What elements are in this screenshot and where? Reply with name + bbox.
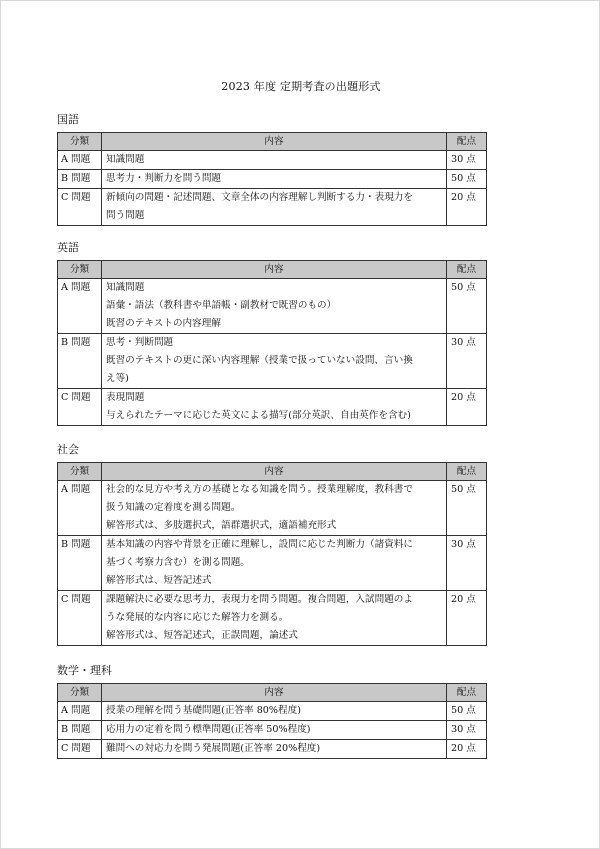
score-table <box>57 462 487 646</box>
table-row <box>58 279 487 334</box>
section-title: 数学・理科 <box>57 664 112 677</box>
table-row <box>58 536 487 591</box>
row-category: A 問題 <box>58 481 102 536</box>
header-points: 配点 <box>447 133 487 151</box>
row-content <box>102 702 447 721</box>
content-line: うな発展的な内容に応じた解答力を測る。 <box>106 612 289 623</box>
row-points: 30 点 <box>447 151 487 170</box>
content-line: 思考力・判断力を問う問題 <box>106 173 222 184</box>
row-points: 50 点 <box>447 170 487 189</box>
row-content <box>102 279 447 334</box>
table-row <box>58 334 487 389</box>
section-japanese <box>57 113 487 226</box>
section-title: 英語 <box>57 241 79 254</box>
content-line: 思考・判断問題 <box>106 337 174 348</box>
content-line: 語彙・語法（教科書や単語帳・副教材で既習のもの） <box>106 300 337 311</box>
row-points: 20 点 <box>447 389 487 426</box>
content-line: 授業の理解を問う基礎問題(正答率 80%程度) <box>106 705 301 716</box>
row-content <box>102 721 447 740</box>
row-points: 20 点 <box>447 740 487 759</box>
content-line: 扱う知識の定着度を測る問題。 <box>106 502 241 513</box>
content-line: 課題解決に必要な思考力，表現力を問う問題。複合問題，入試問題のよ <box>106 594 413 605</box>
section-title: 社会 <box>57 443 79 456</box>
row-category: B 問題 <box>58 721 102 740</box>
header-points: 配点 <box>447 463 487 481</box>
row-content <box>102 740 447 759</box>
table-header-row <box>58 133 487 151</box>
section-math-science <box>57 664 487 759</box>
section-english <box>57 241 487 426</box>
row-points: 20 点 <box>447 189 487 226</box>
row-category: A 問題 <box>58 279 102 334</box>
document-title: 2023 年度 定期考査の出題形式 <box>221 80 381 93</box>
row-points: 50 点 <box>447 279 487 334</box>
content-line: 知識問題 <box>106 282 145 293</box>
content-line: 問う問題 <box>106 210 145 221</box>
table-row <box>58 189 487 226</box>
row-points: 30 点 <box>447 536 487 591</box>
row-category: B 問題 <box>58 170 102 189</box>
section-title: 国語 <box>57 113 79 126</box>
table-header-row <box>58 463 487 481</box>
score-table <box>57 683 487 759</box>
header-content: 内容 <box>102 684 447 702</box>
header-category: 分類 <box>58 261 102 279</box>
row-content <box>102 189 447 226</box>
content-line: 解答形式は、短答記述式 <box>106 575 212 586</box>
header-category: 分類 <box>58 133 102 151</box>
content-line: 難問への対応力を問う発展問題(正答率 20%程度) <box>106 743 321 754</box>
content-line: 表現問題 <box>106 392 145 403</box>
section-social-studies <box>57 443 487 646</box>
content-line: 知識問題 <box>106 154 145 165</box>
header-category: 分類 <box>58 684 102 702</box>
header-content: 内容 <box>102 261 447 279</box>
content-line: 解答形式は、短答記述式，正誤問題，論述式 <box>106 630 298 641</box>
header-content: 内容 <box>102 133 447 151</box>
header-category: 分類 <box>58 463 102 481</box>
row-points: 50 点 <box>447 702 487 721</box>
content-line: 基づく考察力含む）を測る問題。 <box>106 557 250 568</box>
content-line: 新傾向の問題・記述問題、文章全体の内容理解し判断する力・表現力を <box>106 192 413 203</box>
row-category: B 問題 <box>58 536 102 591</box>
table-row <box>58 481 487 536</box>
row-category: B 問題 <box>58 334 102 389</box>
header-content: 内容 <box>102 463 447 481</box>
row-content <box>102 389 447 426</box>
row-category: C 問題 <box>58 591 102 646</box>
row-content <box>102 151 447 170</box>
row-category: A 問題 <box>58 151 102 170</box>
content-line: 既習のテキストの内容理解 <box>106 318 221 329</box>
row-content <box>102 170 447 189</box>
header-points: 配点 <box>447 684 487 702</box>
content-line: え等) <box>106 373 129 384</box>
score-table <box>57 260 487 426</box>
table-header-row <box>58 261 487 279</box>
row-category: C 問題 <box>58 389 102 426</box>
row-content <box>102 591 447 646</box>
row-category: A 問題 <box>58 702 102 721</box>
header-points: 配点 <box>447 261 487 279</box>
table-row <box>58 591 487 646</box>
content-line: 基本知識の内容や背景を正確に理解し，設問に応じた判断力（諸資料に <box>106 539 413 550</box>
table-row <box>58 721 487 740</box>
table-row <box>58 151 487 170</box>
table-row <box>58 170 487 189</box>
table-header-row <box>58 684 487 702</box>
content-line: 既習のテキストの更に深い内容理解（授業で扱っていない設問、言い換 <box>106 355 413 366</box>
row-category: C 問題 <box>58 189 102 226</box>
score-table <box>57 132 487 226</box>
row-points: 50 点 <box>447 481 487 536</box>
row-category: C 問題 <box>58 740 102 759</box>
row-content <box>102 334 447 389</box>
table-row <box>58 702 487 721</box>
content-line: 社会的な見方や考え方の基礎となる知識を問う。授業理解度，教科書で <box>106 484 413 495</box>
content-line: 応用力の定着を問う標準問題(正答率 50%程度) <box>106 724 311 735</box>
content-line: 解答形式は、多肢選択式，語群選択式，適語補充形式 <box>106 520 337 531</box>
table-row <box>58 740 487 759</box>
row-points: 30 点 <box>447 334 487 389</box>
content-line: 与えられたテーマに応じた英文による描写(部分英訳、自由英作を含む) <box>106 410 411 421</box>
row-points: 30 点 <box>447 721 487 740</box>
table-row <box>58 389 487 426</box>
row-content <box>102 481 447 536</box>
row-points: 20 点 <box>447 591 487 646</box>
row-content <box>102 536 447 591</box>
